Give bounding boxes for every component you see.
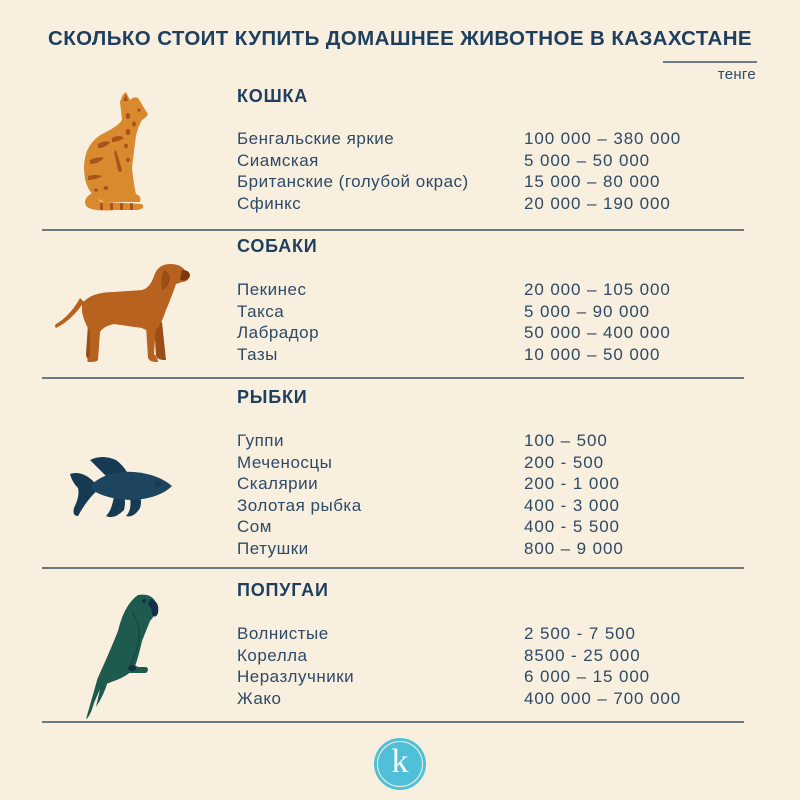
- list-item: [237, 128, 681, 150]
- list-item: [237, 623, 681, 645]
- dog-price-list: [237, 279, 671, 365]
- list-item: [237, 452, 624, 474]
- unit-rule: [663, 61, 757, 63]
- breed-name: Золотая рыбка: [237, 495, 362, 515]
- breed-name: Волнистые: [237, 624, 329, 643]
- breed-price: 5 000 – 90 000: [524, 301, 651, 321]
- cat-price-list: [237, 128, 681, 214]
- breed-price: 8500 - 25 000: [524, 645, 641, 665]
- section-title: КОШКА: [237, 86, 309, 106]
- breed-price: 200 - 1 000: [524, 474, 620, 493]
- list-item: [237, 301, 671, 323]
- breed-name: Гуппи: [237, 431, 284, 450]
- breed-name: Петушки: [237, 538, 309, 558]
- list-item: [237, 666, 681, 688]
- list-item: [237, 495, 624, 517]
- breed-name: Жако: [237, 688, 282, 708]
- section-title: РЫБКИ: [237, 387, 308, 407]
- cat-icon: [76, 90, 156, 220]
- list-item: [237, 150, 681, 172]
- breed-price: 20 000 – 105 000: [524, 280, 671, 299]
- breed-name: Лабрадор: [237, 323, 320, 342]
- list-item: [237, 344, 671, 366]
- breed-name: Такса: [237, 301, 285, 321]
- list-item: [237, 645, 681, 667]
- parrot-price-list: [237, 623, 681, 709]
- breed-price: 2 500 - 7 500: [524, 624, 636, 643]
- list-item: [237, 688, 681, 710]
- breed-name: Сом: [237, 517, 272, 536]
- list-item: [237, 538, 624, 560]
- breed-price: 15 000 – 80 000: [524, 172, 661, 191]
- page-title: СКОЛЬКО СТОИТ КУПИТЬ ДОМАШНЕЕ ЖИВОТНОЕ В КАЗАХСТАНЕ: [47, 27, 752, 50]
- fish-price-list: [237, 430, 624, 559]
- list-item: [237, 430, 624, 452]
- breed-name: Тазы: [237, 344, 278, 364]
- breed-price: 400 - 3 000: [524, 495, 620, 515]
- list-item: [237, 171, 681, 193]
- list-item: [237, 473, 624, 495]
- breed-price: 200 - 500: [524, 452, 604, 472]
- section-divider: [42, 721, 744, 723]
- list-item: [237, 322, 671, 344]
- breed-name: Скалярии: [237, 474, 319, 493]
- breed-name: Британские (голубой окрас): [237, 172, 469, 191]
- unit-label: тенге: [717, 66, 756, 83]
- brand-logo: [374, 738, 426, 790]
- section-title: ПОПУГАИ: [237, 580, 329, 600]
- section-divider: [42, 567, 744, 569]
- breed-name: Неразлучники: [237, 667, 355, 686]
- breed-price: 100 – 500: [524, 431, 608, 450]
- breed-price: 50 000 – 400 000: [524, 323, 671, 342]
- section-divider: [42, 229, 744, 231]
- breed-price: 400 000 – 700 000: [524, 688, 682, 708]
- section-divider: [42, 377, 744, 379]
- breed-name: Сиамская: [237, 150, 319, 170]
- list-item: [237, 516, 624, 538]
- breed-price: 800 – 9 000: [524, 538, 624, 558]
- dog-icon: [54, 262, 190, 371]
- breed-price: 6 000 – 15 000: [524, 667, 651, 686]
- fish-icon: [68, 454, 174, 525]
- logo-ring: [377, 741, 423, 787]
- breed-name: Меченосцы: [237, 452, 333, 472]
- breed-price: 10 000 – 50 000: [524, 344, 661, 364]
- breed-price: 20 000 – 190 000: [524, 193, 671, 213]
- breed-price: 100 000 – 380 000: [524, 129, 682, 148]
- breed-price: 400 - 5 500: [524, 517, 620, 536]
- breed-name: Сфинкс: [237, 193, 302, 213]
- breed-name: Корелла: [237, 645, 308, 665]
- list-item: [237, 193, 681, 215]
- list-item: [237, 279, 671, 301]
- breed-name: Бенгальские яркие: [237, 129, 395, 148]
- section-title: СОБАКИ: [237, 236, 318, 256]
- logo-letter: k: [391, 743, 409, 780]
- breed-price: 5 000 – 50 000: [524, 150, 651, 170]
- breed-name: Пекинес: [237, 280, 307, 299]
- parrot-icon: [86, 591, 162, 724]
